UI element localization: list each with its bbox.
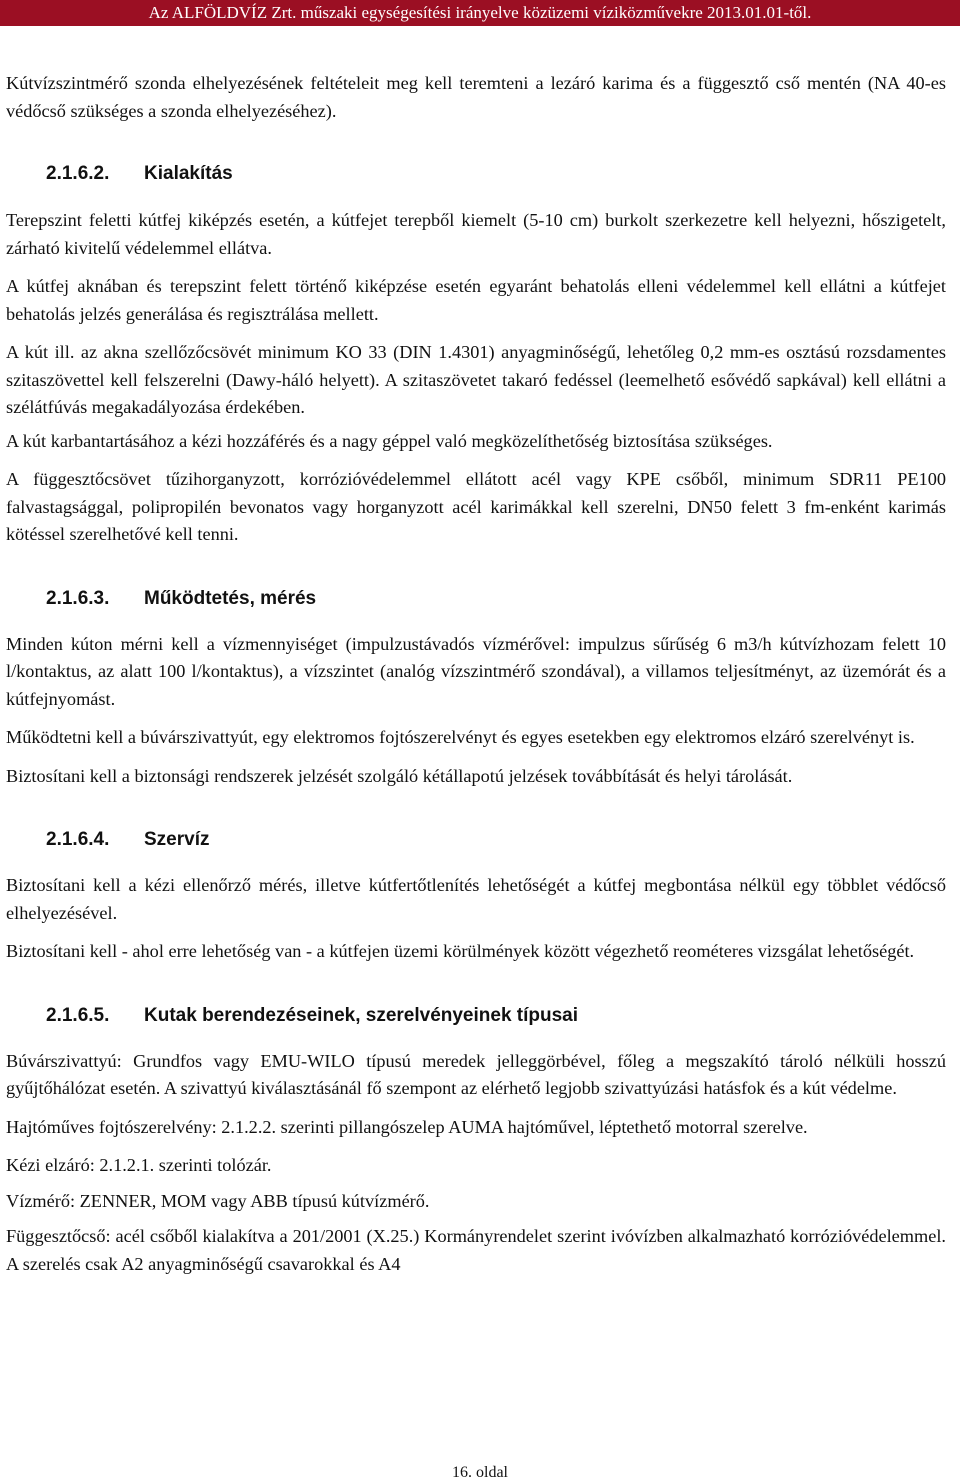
section-number: 2.1.6.4. (46, 829, 110, 850)
paragraph: A kútfej aknában és terepszint felett történő kiképzése esetén egyaránt behatolás elleni védelemmel kell ellátni a kútfejet behatolás jelzés generálása és regisztrálása mellett. (6, 276, 946, 324)
section-number: 2.1.6.3. (46, 587, 110, 609)
paragraph: Biztosítani kell a biztonsági rendszerek jelzését szolgáló kétállapotú jelzések továbbítását és helyi tárolását. (6, 765, 793, 786)
section-heading-szerviz (6, 827, 946, 853)
paragraph: A kút ill. az akna szellőzőcsövét minimum KO 33 (DIN 1.4301) anyagminőségű, lehetőleg 0,2 mm-es osztású rozsdamentes szitaszövettel kell felszerelni (Dawy-háló helyett). A szitaszövetet takaró fedéssel (leemelhető esővédő sapkával) kell ellátni a szélátfúvás megakadályozása érdekében. (6, 342, 946, 417)
section-heading-mukodtetes (6, 586, 946, 612)
paragraph: Kézi elzáró: 2.1.2.1. szerinti tolózár. (6, 1155, 272, 1175)
page-number: 16. oldal (452, 1464, 508, 1481)
paragraph: Búvárszivattyú: Grundfos vagy EMU-WILO típusú meredek jelleggörbével, főleg a megszakító tároló nélküli hosszú gyűjtőhálózat esetén. A szivattyú kiválasztásánál fő szempont az elérhető legjobb szivattyúzási hatásfok és a kút védelme. (6, 1050, 946, 1098)
paragraph: Biztosítani kell a kézi ellenőrző mérés, illetve kútfertőtlenítés lehetőségét a kútfej megbontása nélkül egy többlet védőcső elhelyezésével. (6, 875, 946, 923)
section-heading-tipusok (6, 1003, 946, 1029)
section-title: Szervíz (144, 829, 210, 850)
paragraph: A függesztőcsövet tűzihorganyzott, korrózióvédelemmel ellátott acél vagy KPE csőből, minimum SDR11 PE100 falvastagsággal, polipropilén bevonatos vagy horganyzott acél karimákkal kell szerelni, DN50 felett 3 fm-enként karimás kötéssel szerelhetővé kell tenni. (6, 469, 946, 544)
paragraph: Minden kúton mérni kell a vízmennyiséget (impulzustávadós vízmérővel: impulzus sűrűség 6 m3/h kútvízhozam felett 10 l/kontaktus, az alatt 100 l/kontaktus), a vízszintet (analóg vízszintmérő szondával), a villamos teljesítményt, az üzemórát és a kútfejnyomást. (6, 633, 946, 709)
paragraph: Vízmérő: ZENNER, MOM vagy ABB típusú kútvízmérő. (6, 1190, 430, 1211)
paragraph: Terepszint feletti kútfej kiképzés esetén, a kútfejet terepből kiemelt (5-10 cm) burkolt szerkezetre kell helyezni, hőszigetelt, zárható kivitelű védelemmel ellátva. (6, 210, 946, 258)
document-header: Az ALFÖLDVÍZ Zrt. műszaki egységesítési irányelve közüzemi víziközművekre 2013.01.01-től. (0, 0, 960, 26)
paragraph: Biztosítani kell - ahol erre lehetőség van - a kútfejen üzemi körülmények között végezhető reométeres vizsgálat lehetőségét. (6, 941, 915, 961)
section-heading-kialakitas (6, 161, 946, 187)
paragraph: Működtetni kell a búvárszivattyút, egy elektromos fojtószerelvényt és egyes esetekben egy elektromos elzáró szerelvényt is. (6, 727, 915, 747)
paragraph: A kút karbantartásához a kézi hozzáférés és a nagy géppel való megközelíthetőség biztosítása szükséges. (6, 430, 773, 451)
section-number: 2.1.6.5. (46, 1004, 110, 1026)
paragraph: Hajtóműves fojtószerelvény: 2.1.2.2. szerinti pillangószelep AUMA hajtóművel, léptethető motorral szerelve. (6, 1116, 808, 1137)
section-title: Kialakítás (144, 163, 233, 184)
paragraph-intro: Kútvízszintmérő szonda elhelyezésének feltételeit meg kell teremteni a lezáró karima és a függesztő cső mentén (NA 40-es védőcső szükséges a szonda elhelyezéséhez). (6, 73, 946, 121)
section-number: 2.1.6.2. (46, 163, 110, 184)
document-body (6, 70, 946, 1278)
paragraph-truncated: Függesztőcső: acél csőből kialakítva a 201/2001 (X.25.) Kormányrendelet szerint ivóvízben alkalmazható korrózióvédelemmel. A szerelés csak A2 anyagminőségű csavarokkal és A4 (6, 1226, 946, 1274)
section-title: Kutak berendezéseinek, szerelvényeinek típusai (144, 1004, 579, 1026)
section-title: Működtetés, mérés (144, 587, 317, 609)
